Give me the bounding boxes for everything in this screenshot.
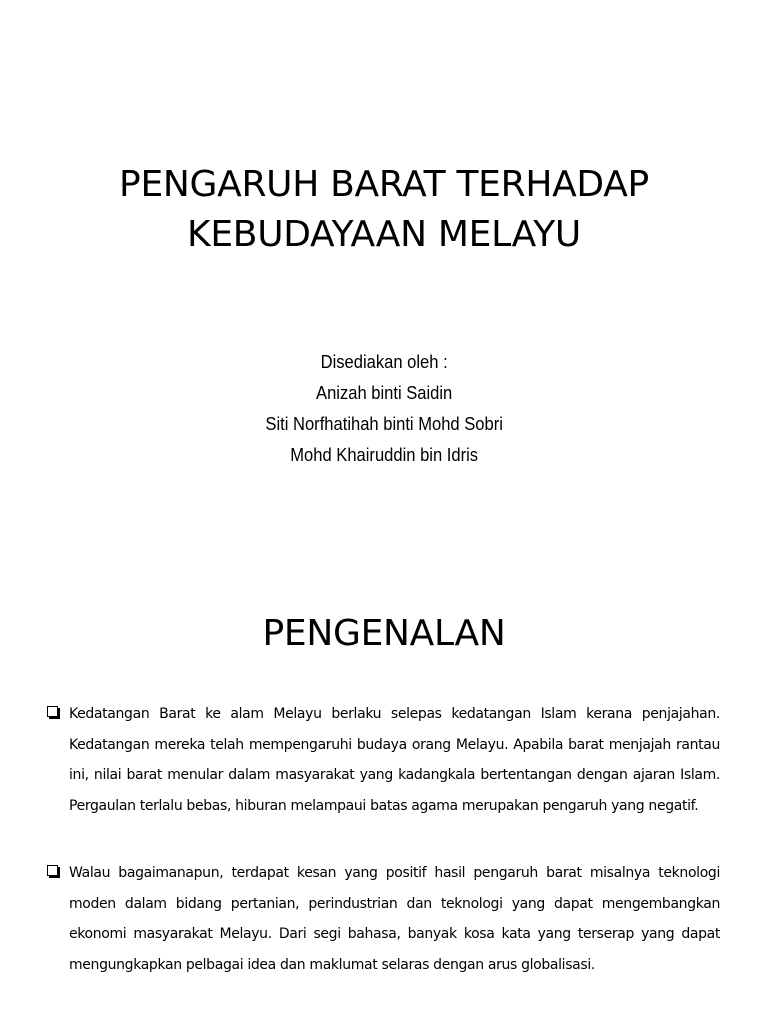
checkbox-bullet-icon (47, 865, 58, 876)
bullet-item (0, 858, 768, 980)
bullet-text: Walau bagaimanapun, terdapat kesan yang positif hasil pengaruh barat misalnya teknologi moden dalam bidang pertanian, perindustrian dan teknologi yang dapat mengembangkan ekonomi masyarakat Melayu. Dari segi bahasa, banyak kosa kata yang terserap yang dapat mengungkapkan pelbagai idea dan maklumat selaras dengan arus globalisasi. (69, 865, 720, 973)
author-name: Mohd Khairuddin bin Idris (290, 445, 479, 465)
bullet-list (0, 699, 768, 1017)
intro-slide (0, 585, 768, 1024)
bullet-text: Kedatangan Barat ke alam Melayu berlaku selepas kedatangan Islam kerana penjajahan. Kedatangan mereka telah mempengaruhi budaya orang Melayu. Apabila barat menjajah rantau ini, nilai barat menular dalam masyarakat yang kadangkala bertentangan dengan ajaran Islam. Pergaulan terlalu bebas, hiburan melampaui batas agama merupakan pengaruh yang negatif. (69, 706, 720, 814)
presentation-title (0, 160, 768, 260)
author-name: Siti Norfhatihah binti Mohd Sobri (265, 414, 503, 434)
credits-block (31, 347, 738, 471)
title-line-2: KEBUDAYAAN MELAYU (187, 214, 581, 255)
prepared-by-label: Disediakan oleh : (320, 352, 448, 372)
bullet-item (0, 699, 768, 821)
title-line-1: PENGARUH BARAT TERHADAP (119, 164, 649, 205)
author-name: Anizah binti Saidin (316, 383, 453, 403)
section-heading: PENGENALAN (262, 613, 506, 654)
checkbox-bullet-icon (47, 706, 58, 717)
